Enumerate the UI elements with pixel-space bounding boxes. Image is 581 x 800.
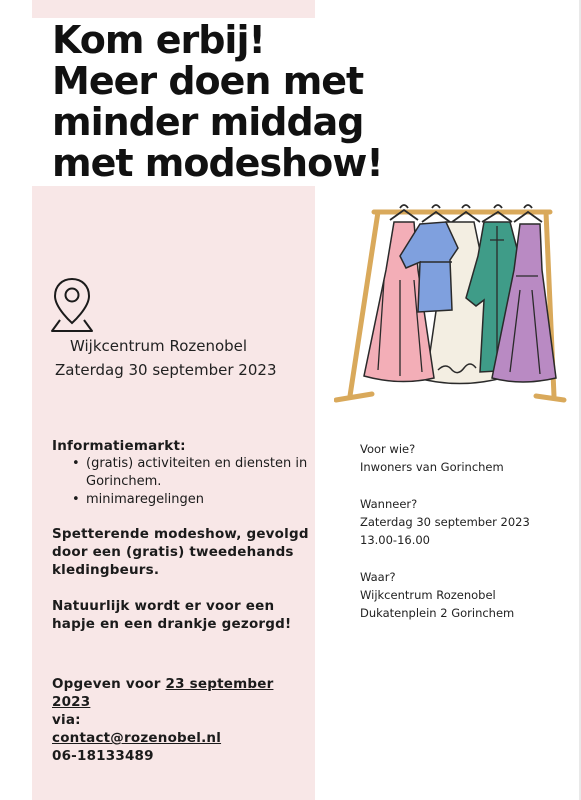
when-label: Wanneer? [360, 497, 418, 511]
contact-phone: 06-18133489 [52, 748, 154, 764]
poster-title [52, 20, 412, 184]
where-venue: Wijkcentrum Rozenobel [360, 588, 496, 602]
fashion-show-text: Spetterende modeshow, gevolgd door een (gratis) tweedehands kledingbeurs. [52, 526, 309, 578]
who-value: Inwoners van Gorinchem [360, 460, 504, 474]
info-market-list [52, 455, 314, 509]
title-line: met modeshow! [52, 141, 383, 185]
where-label: Waar? [360, 570, 396, 584]
map-pin-icon [50, 276, 94, 334]
catering-text: Natuurlijk wordt er voor een hapje en een drankje gezorgd! [52, 598, 292, 632]
who-label: Voor wie? [360, 442, 416, 456]
when-block [360, 495, 560, 549]
title-line: Kom erbij! [52, 18, 265, 62]
register-line [52, 675, 314, 711]
event-date: Zaterdag 30 september 2023 [55, 361, 277, 379]
who-block [360, 440, 560, 476]
title-line: minder middag [52, 100, 364, 144]
list-item: • (gratis) activiteiten en diensten in Gorinchem. [72, 455, 314, 491]
contact-email-link[interactable]: contact@rozenobel.nl [52, 730, 222, 746]
when-time: 13.00-16.00 [360, 533, 430, 547]
clothing-rack-illustration [334, 200, 568, 405]
register-via: via: [52, 712, 81, 728]
register-prefix: Opgeven voor [52, 676, 166, 692]
register-deadline: 23 september 2023 [52, 676, 274, 710]
venue-name: Wijkcentrum Rozenobel [70, 337, 248, 355]
event-program [52, 437, 314, 765]
list-item: • minimaregelingen [72, 491, 314, 509]
where-address: Dukatenplein 2 Gorinchem [360, 606, 515, 620]
when-date: Zaterdag 30 september 2023 [360, 515, 530, 529]
event-details [360, 440, 560, 641]
where-block [360, 568, 560, 622]
title-line: Meer doen met [52, 59, 364, 103]
info-market-heading: Informatiemarkt: [52, 438, 186, 454]
